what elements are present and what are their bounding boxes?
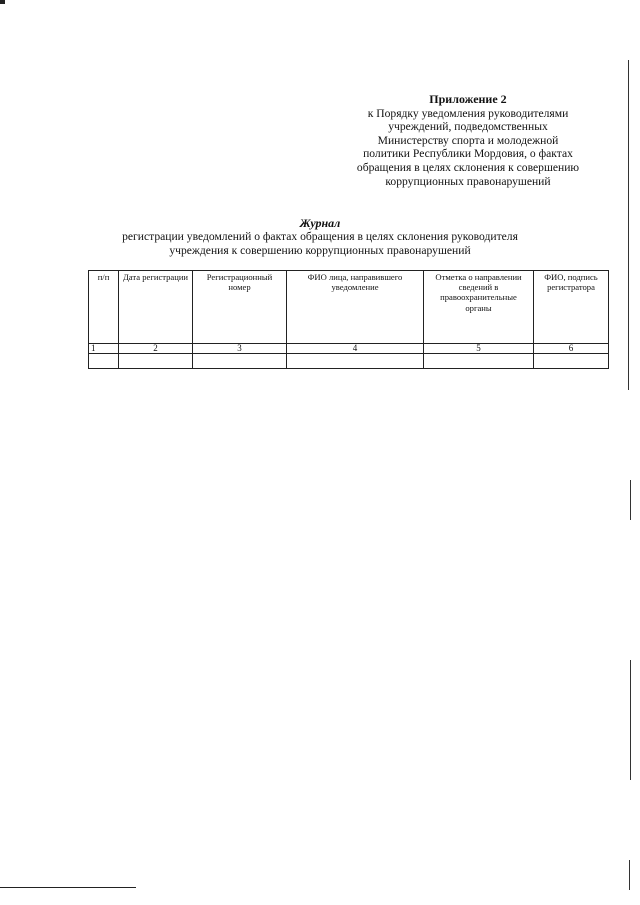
appendix-line: к Порядку уведомления руководителями (367, 106, 569, 120)
empty-cell (287, 354, 424, 369)
journal-subtitle-line: учреждения к совершению коррупционных правонарушений (169, 243, 471, 257)
scan-edge-line (628, 60, 629, 390)
table-number-row (89, 344, 609, 354)
appendix-line: политики Республики Мордовия, о фактах (363, 147, 573, 161)
header-cell-date: Дата регистрации (119, 271, 193, 344)
header-cell-referral-mark: Отметка о направлении сведений в правоохранительные органы (424, 271, 534, 344)
footnote-rule (0, 887, 136, 888)
number-cell: 4 (287, 344, 424, 354)
scan-edge-line (630, 660, 631, 780)
empty-cell (89, 354, 119, 369)
appendix-line: учреждений, подведомственных (388, 120, 548, 134)
scan-corner-mark (0, 0, 5, 4)
empty-cell (119, 354, 193, 369)
header-cell-number: п/п (89, 271, 119, 344)
appendix-title: Приложение 2 (429, 92, 507, 106)
header-cell-sender-name: ФИО лица, направившего уведомление (287, 271, 424, 344)
table-header-row (89, 271, 609, 344)
number-cell: 6 (534, 344, 609, 354)
table-empty-row (89, 354, 609, 369)
scan-edge-line (630, 480, 631, 520)
appendix-header (338, 93, 598, 188)
appendix-line: обращения в целях склонения к совершению (356, 160, 580, 174)
empty-cell (193, 354, 287, 369)
scan-edge-line (629, 860, 630, 890)
empty-cell (424, 354, 534, 369)
registration-table (88, 270, 609, 369)
journal-subtitle-line: регистрации уведомлений о фактах обращения в целях склонения руководителя (122, 230, 518, 244)
number-cell: 2 (119, 344, 193, 354)
header-cell-reg-number: Регистрационный номер (193, 271, 287, 344)
number-cell: 3 (193, 344, 287, 354)
journal-title: Журнал (299, 216, 341, 230)
header-cell-registrar: ФИО, подпись регистратора (534, 271, 609, 344)
number-cell: 1 (89, 344, 119, 354)
appendix-line: Министерству спорта и молодежной (377, 133, 559, 147)
journal-heading (100, 217, 540, 257)
appendix-line: коррупционных правонарушений (385, 174, 551, 188)
number-cell: 5 (424, 344, 534, 354)
empty-cell (534, 354, 609, 369)
